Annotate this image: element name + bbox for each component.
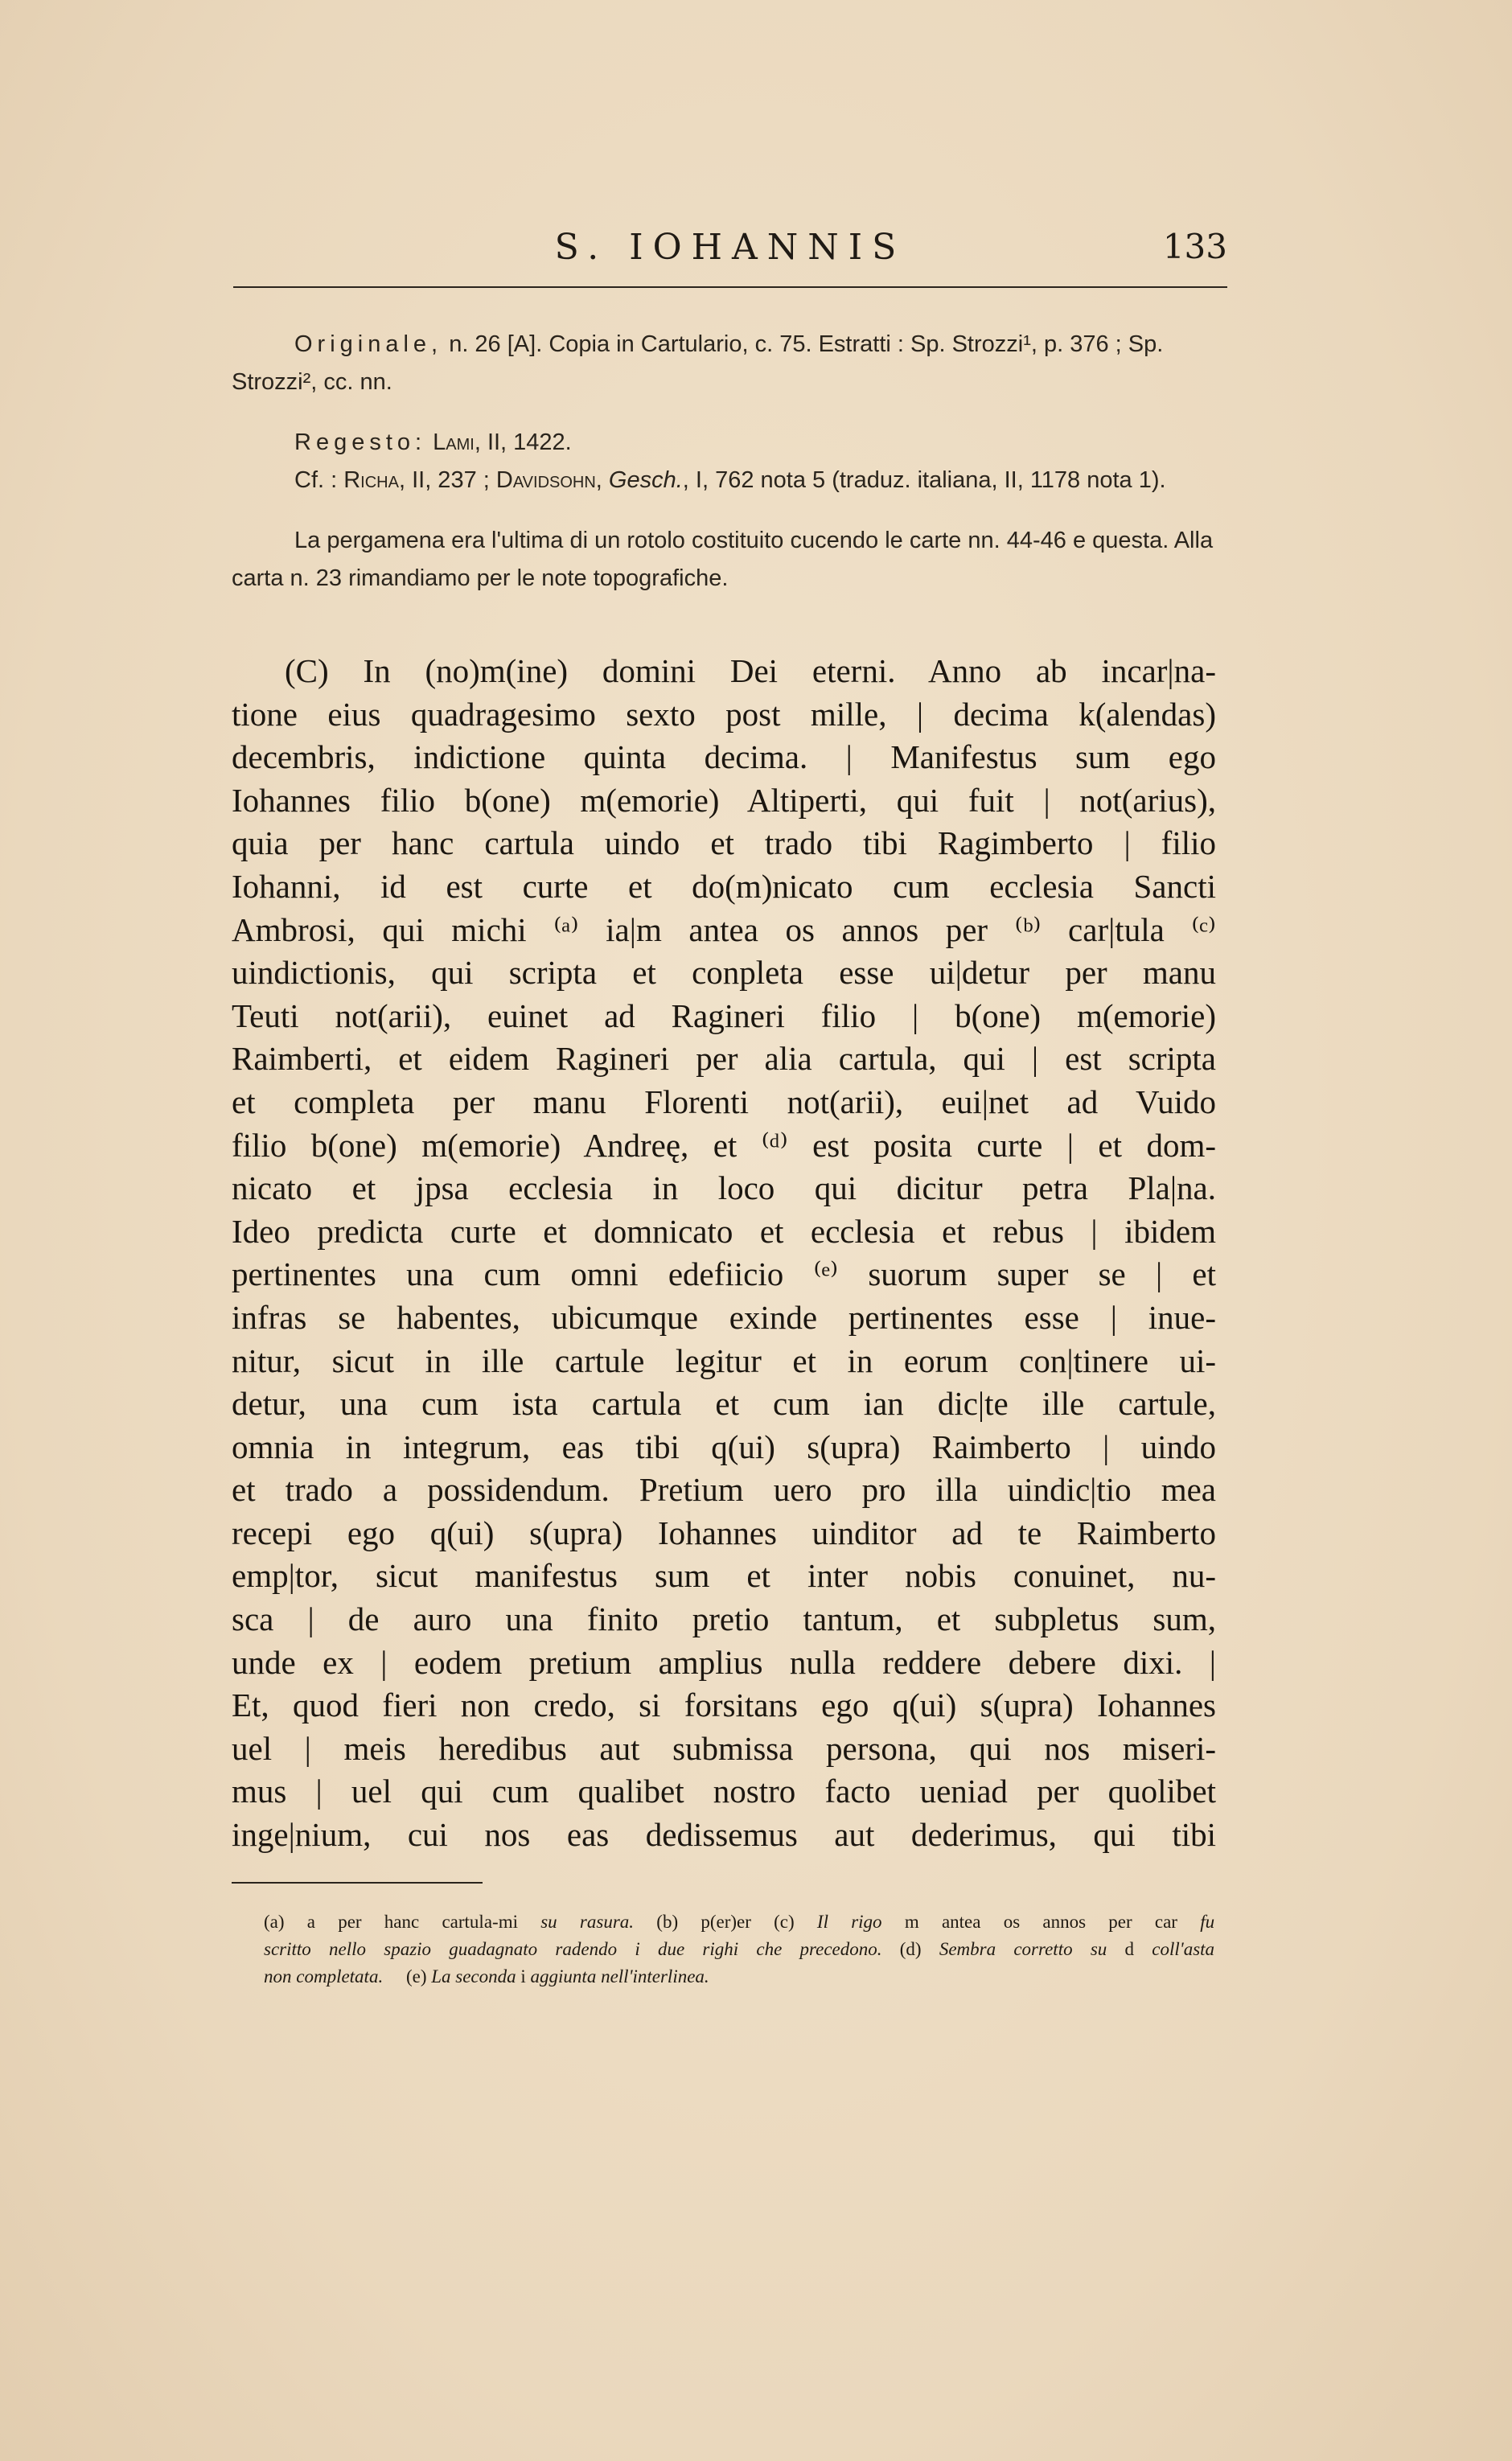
originale-note (232, 326, 1229, 401)
footnote-c-note1: Il rigo (816, 1912, 882, 1932)
footnote-line-2: scritto nello spazio guadagnato radendo i due righi che precedono. (d) Sembra corretto su d coll'asta (264, 1939, 1215, 1959)
charter-line: omnia in integrum, eas tibi q(ui) s(upra) Raimberto | uindo (232, 1428, 1216, 1465)
charter-line: emp|tor, sicut manifestus sum et inter nobis conuinet, nu- (232, 1557, 1216, 1595)
charter-line: nitur, sicut in ille cartule legitur et in eorum con|tinere ui- (232, 1341, 1216, 1379)
footnote-e-note1: La seconda (431, 1966, 516, 1986)
charter-line: pertinentes una cum omni edefiicio ⁽ᵉ⁾ suorum super se | et (232, 1255, 1216, 1293)
cf-note: Cf. : Richa, II, 237 ; Davidsohn, Gesch., I, 762 nota 5 (traduz. italiana, II, 1178 nota 1). (294, 467, 1166, 493)
footnote-line-1 (264, 1908, 1214, 1936)
charter-line: (C) In (no)m(ine) domini Dei eterni. Anno ab incar|na- (285, 652, 1216, 689)
charter-line: uindictionis, qui scripta et conpleta esse ui|detur per manu (232, 954, 1216, 992)
charter-line: Teuti not(arii), euinet ad Ragineri filio | b(one) m(emorie) (232, 996, 1216, 1034)
charter-line: mus | uel qui cum qualibet nostro facto ueniad per quolibet (232, 1773, 1216, 1810)
charter-line: inge|nium, cui nos eas dedissemus aut dederimus, qui tibi (232, 1816, 1216, 1854)
charter-line: sca | de auro una finito pretio tantum, et subpletus sum, (232, 1600, 1216, 1638)
pergamena-note: La pergamena era l'ultima di un rotolo costituito cucendo le carte nn. 44-46 e questa. Alla carta n. 23 rimandiamo per le note topografiche. (232, 528, 1214, 591)
charter-line: unde ex | eodem pretium amplius nulla reddere debere dixi. | (232, 1643, 1216, 1681)
charter-line: Iohanni, id est curte et do(m)nicato cum ecclesia Sancti (232, 867, 1216, 905)
regesto-note (232, 424, 1229, 462)
footnote-d-text: d (1124, 1939, 1135, 1959)
footnote-a-note: su rasura. (540, 1912, 635, 1932)
page-number: 133 (1162, 227, 1227, 266)
charter-line: tione eius quadragesimo sexto post mille, | decima k(alendas) (232, 695, 1216, 733)
footnote-e-text: i (520, 1966, 526, 1986)
charter-line: Iohannes filio b(one) m(emorie) Altiperti, qui fuit | not(arius), (232, 781, 1216, 819)
charter-line: nicato et jpsa ecclesia in loco qui dicitur petra Pla|na. (232, 1169, 1216, 1207)
editorial-notes (232, 326, 1229, 598)
originale-text: n. 26 [A]. Copia in Cartulario, c. 75. Estratti : Sp. Strozzi¹, p. 376 ; Sp. Strozzi², cc. nn. (232, 331, 1164, 395)
footnote-c: (c) (774, 1912, 795, 1932)
charter-line: Ambrosi, qui michi ⁽ᵃ⁾ ia|m antea os annos per ⁽ᵇ⁾ car|tula ⁽ᶜ⁾ (232, 910, 1216, 948)
footnote-d: (d) (899, 1939, 922, 1959)
footnote-a: (a) a per hanc cartula-mi (264, 1912, 518, 1932)
footnote-b: (b) p(er)er (656, 1912, 751, 1932)
charter-line: Ideo predicta curte et domnicato et ecclesia et rebus | ibidem (232, 1212, 1216, 1250)
running-title: S. IOHANNIS (554, 227, 906, 268)
charter-line: decembris, indictione quinta decima. | Manifestus sum ego (232, 738, 1216, 776)
charter-text (232, 650, 1216, 1857)
charter-line: et trado a possidendum. Pretium uero pro illa uindic|tio mea (232, 1471, 1216, 1509)
page-header (233, 227, 1227, 275)
charter-line: Raimberti, et eidem Ragineri per alia cartula, qui | est scripta (232, 1040, 1216, 1078)
regesto-text: Lami, II, 1422. (433, 429, 572, 455)
charter-line: quia per hanc cartula uindo et trado tibi Ragimberto | filio (232, 824, 1216, 862)
charter-line: recepi ego q(ui) s(upra) Iohannes uinditor ad te Raimberto (232, 1514, 1216, 1551)
charter-line: et completa per manu Florenti not(arii), eui|net ad Vuido (232, 1083, 1216, 1120)
charter-line: Et, quod fieri non credo, si forsitans ego q(ui) s(upra) Iohannes (232, 1687, 1216, 1724)
footnote-d-note1: Sembra corretto su (939, 1939, 1107, 1959)
footnote-rule (232, 1882, 483, 1884)
charter-line: infras se habentes, ubicumque exinde pertinentes esse | inue- (232, 1298, 1216, 1336)
originale-label: Originale, (294, 331, 443, 357)
footnote-c-text: m antea os annos per car (904, 1912, 1177, 1932)
charter-line: detur, una cum ista cartula et cum ian dic|te ille cartule, (232, 1385, 1216, 1423)
footnote-c-note2-start: fu (1200, 1912, 1215, 1932)
charter-line: filio b(one) m(emorie) Andreę, et ⁽ᵈ⁾ est posita curte | et dom- (232, 1126, 1216, 1164)
charter-line: uel | meis heredibus aut submissa persona, qui nos miseri- (232, 1729, 1216, 1767)
footnotes (264, 1908, 1214, 1991)
regesto-label: Regesto: (294, 429, 427, 455)
footnote-line-3: non completata. (e) La seconda i aggiunta nell'interlinea. (264, 1966, 709, 1986)
header-rule (233, 286, 1227, 288)
footnote-e-note2: aggiunta nell'interlinea. (530, 1966, 709, 1986)
footnote-e: (e) (405, 1966, 427, 1986)
